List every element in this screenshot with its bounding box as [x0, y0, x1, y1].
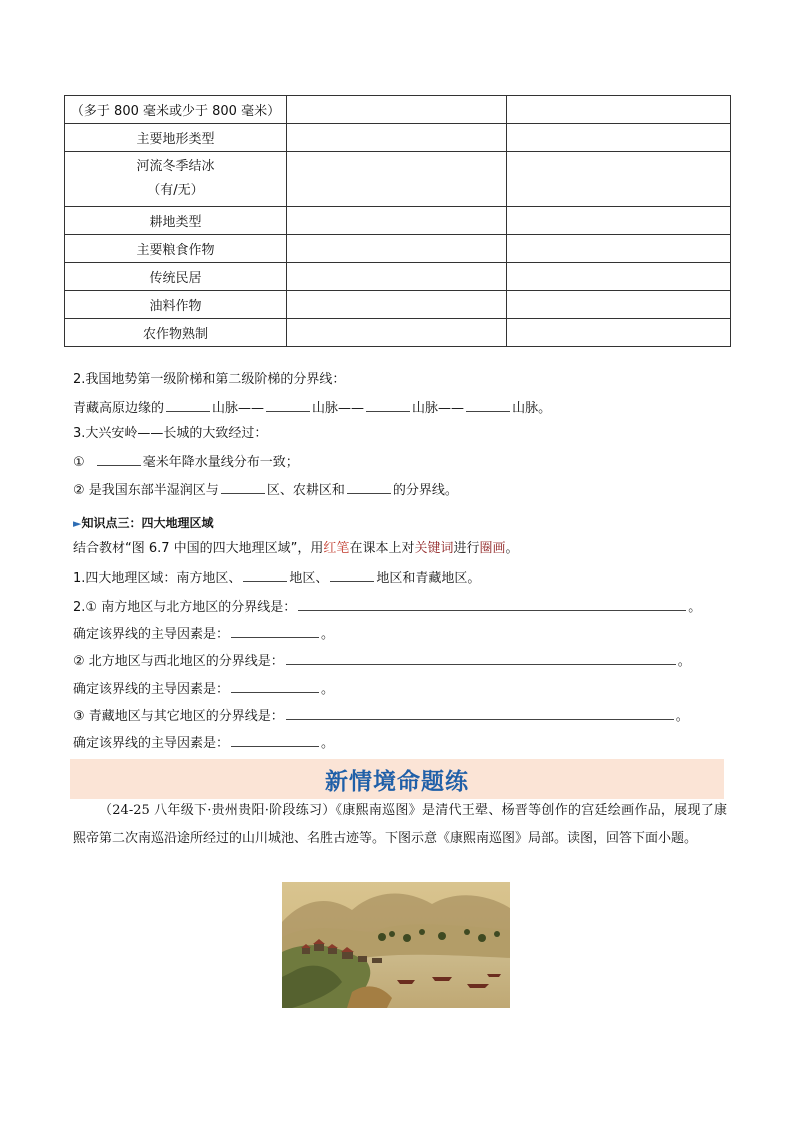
- answer-blank[interactable]: [243, 568, 287, 582]
- factor-label: 确定该界线的主导因素是：: [73, 736, 230, 751]
- table-row-label: 主要粮食作物: [65, 235, 287, 263]
- table-cell[interactable]: [287, 291, 507, 319]
- table-cell[interactable]: [287, 124, 507, 152]
- kp3-q2-2: [73, 651, 691, 671]
- answer-blank[interactable]: [286, 706, 674, 720]
- table-row-label: 耕地类型: [65, 207, 287, 235]
- factor-label: 确定该界线的主导因素是：: [73, 682, 230, 697]
- kp3-instruction: [73, 540, 519, 558]
- table-row-label: 河流冬季结冰 （有/无）: [65, 152, 287, 207]
- instr-text: 。: [505, 541, 519, 556]
- kp3-q2-1: [73, 597, 701, 617]
- kp3-factor-3: [73, 733, 334, 753]
- table-cell[interactable]: [287, 235, 507, 263]
- table-row-label: 主要地形类型: [65, 124, 287, 152]
- kp3-q2-2-label: ② 北方地区与西北地区的分界线是：: [73, 654, 284, 669]
- answer-blank[interactable]: [231, 624, 319, 638]
- q2-prefix: 青藏高原边缘的: [73, 401, 165, 416]
- kp3-factor-2: [73, 679, 334, 699]
- kp3-factor-1: [73, 624, 334, 644]
- answer-blank[interactable]: [330, 568, 374, 582]
- table-row: [65, 124, 731, 152]
- instr-text: 在课本上对: [349, 541, 415, 556]
- period: 。: [321, 682, 335, 697]
- period: 。: [688, 600, 702, 615]
- answer-blank[interactable]: [366, 398, 410, 412]
- table-row: [65, 152, 731, 207]
- answer-blank[interactable]: [97, 452, 141, 466]
- answer-blank[interactable]: [298, 597, 686, 611]
- q2-sep2: 山脉——: [312, 401, 365, 416]
- kangxi-tour-painting: [282, 882, 510, 1008]
- q3-item-2: [73, 480, 458, 500]
- instr-text: 进行: [453, 541, 480, 556]
- period: 。: [321, 627, 335, 642]
- table-row-label: （多于 800 毫米或少于 800 毫米）: [65, 96, 287, 124]
- q2-title: 2.我国地势第一级阶梯和第二级阶梯的分界线：: [73, 372, 346, 387]
- q2-sep1: 山脉——: [212, 401, 265, 416]
- kp3-q1-c: 地区和青藏地区。: [376, 571, 481, 586]
- table-cell[interactable]: [287, 152, 507, 207]
- table-row: [65, 263, 731, 291]
- answer-blank[interactable]: [266, 398, 310, 412]
- q3-item2-b: 区、农耕区和: [266, 483, 345, 498]
- answer-blank[interactable]: [286, 651, 676, 665]
- kp3-q2-3-label: ③ 青藏地区与其它地区的分界线是：: [73, 709, 284, 724]
- answer-blank[interactable]: [221, 480, 265, 494]
- instr-red-pen: 红笔: [323, 541, 350, 556]
- kp3-q1: [73, 568, 480, 588]
- kp3-q1-b: 地区、: [289, 571, 329, 586]
- comparison-table: [64, 95, 731, 347]
- passage-text: （24-25 八年级下·贵州贵阳·阶段练习）《康熙南巡图》是清代王翚、杨晋等创作的宫廷绘画作品，展现了康熙帝第二次南巡沿途所经过的山川城池、名胜古迹等。下图示意《康熙南巡图》局部。读图，回答下面小题。: [73, 803, 727, 846]
- table-cell[interactable]: [507, 207, 731, 235]
- q2-line: [73, 398, 551, 418]
- table-cell[interactable]: [287, 263, 507, 291]
- answer-blank[interactable]: [231, 679, 319, 693]
- table-row: [65, 235, 731, 263]
- table-cell[interactable]: [507, 291, 731, 319]
- instr-circle: 圈画: [479, 541, 506, 556]
- table-cell[interactable]: [507, 152, 731, 207]
- section-banner: [70, 759, 724, 799]
- table-cell[interactable]: [507, 263, 731, 291]
- q3-item1-num: ①: [73, 455, 85, 470]
- kp3-q1-a: 1.四大地理区域：南方地区、: [73, 571, 242, 586]
- table-cell[interactable]: [507, 319, 731, 347]
- table-row: [65, 207, 731, 235]
- table-row-label: 传统民居: [65, 263, 287, 291]
- table-row: [65, 291, 731, 319]
- instr-keyword: 关键词: [414, 541, 454, 556]
- table-cell[interactable]: [507, 235, 731, 263]
- factor-label: 确定该界线的主导因素是：: [73, 627, 230, 642]
- answer-blank[interactable]: [231, 733, 319, 747]
- kp3-title: 知识点三：四大地理区域: [81, 516, 214, 530]
- table-row: [65, 319, 731, 347]
- answer-blank[interactable]: [466, 398, 510, 412]
- section-title: 新情境命题练: [325, 769, 469, 795]
- kp3-q2-3: [73, 706, 689, 726]
- instr-text: 结合教材“图 6.7 中国的四大地理区域”，用: [73, 541, 324, 556]
- table-cell[interactable]: [287, 207, 507, 235]
- table-cell[interactable]: [507, 96, 731, 124]
- table-row-label: 油料作物: [65, 291, 287, 319]
- q3-item2-num: ②: [73, 483, 85, 498]
- table-cell[interactable]: [287, 96, 507, 124]
- q3-title: 3.大兴安岭——长城的大致经过：: [73, 426, 268, 441]
- table-cell[interactable]: [287, 319, 507, 347]
- answer-blank[interactable]: [347, 480, 391, 494]
- q3-item-1: [73, 452, 299, 472]
- q2-sep3: 山脉——: [412, 401, 465, 416]
- table-row-label: 农作物熟制: [65, 319, 287, 347]
- arrow-right-icon: ►: [73, 517, 82, 530]
- q3-item2-c: 的分界线。: [392, 483, 458, 498]
- q3-item2-a: 是我国东部半湿润区与: [88, 483, 219, 498]
- period: 。: [675, 709, 689, 724]
- table-cell[interactable]: [507, 124, 731, 152]
- q3-item1-text: 毫米年降水量线分布一致；: [142, 455, 299, 470]
- answer-blank[interactable]: [166, 398, 210, 412]
- q2-end: 山脉。: [512, 401, 552, 416]
- kp3-q2-1-label: 2.① 南方地区与北方地区的分界线是：: [73, 600, 297, 615]
- kp3-heading: [73, 514, 213, 533]
- period: 。: [321, 736, 335, 751]
- period: 。: [677, 654, 691, 669]
- table-row: [65, 96, 731, 124]
